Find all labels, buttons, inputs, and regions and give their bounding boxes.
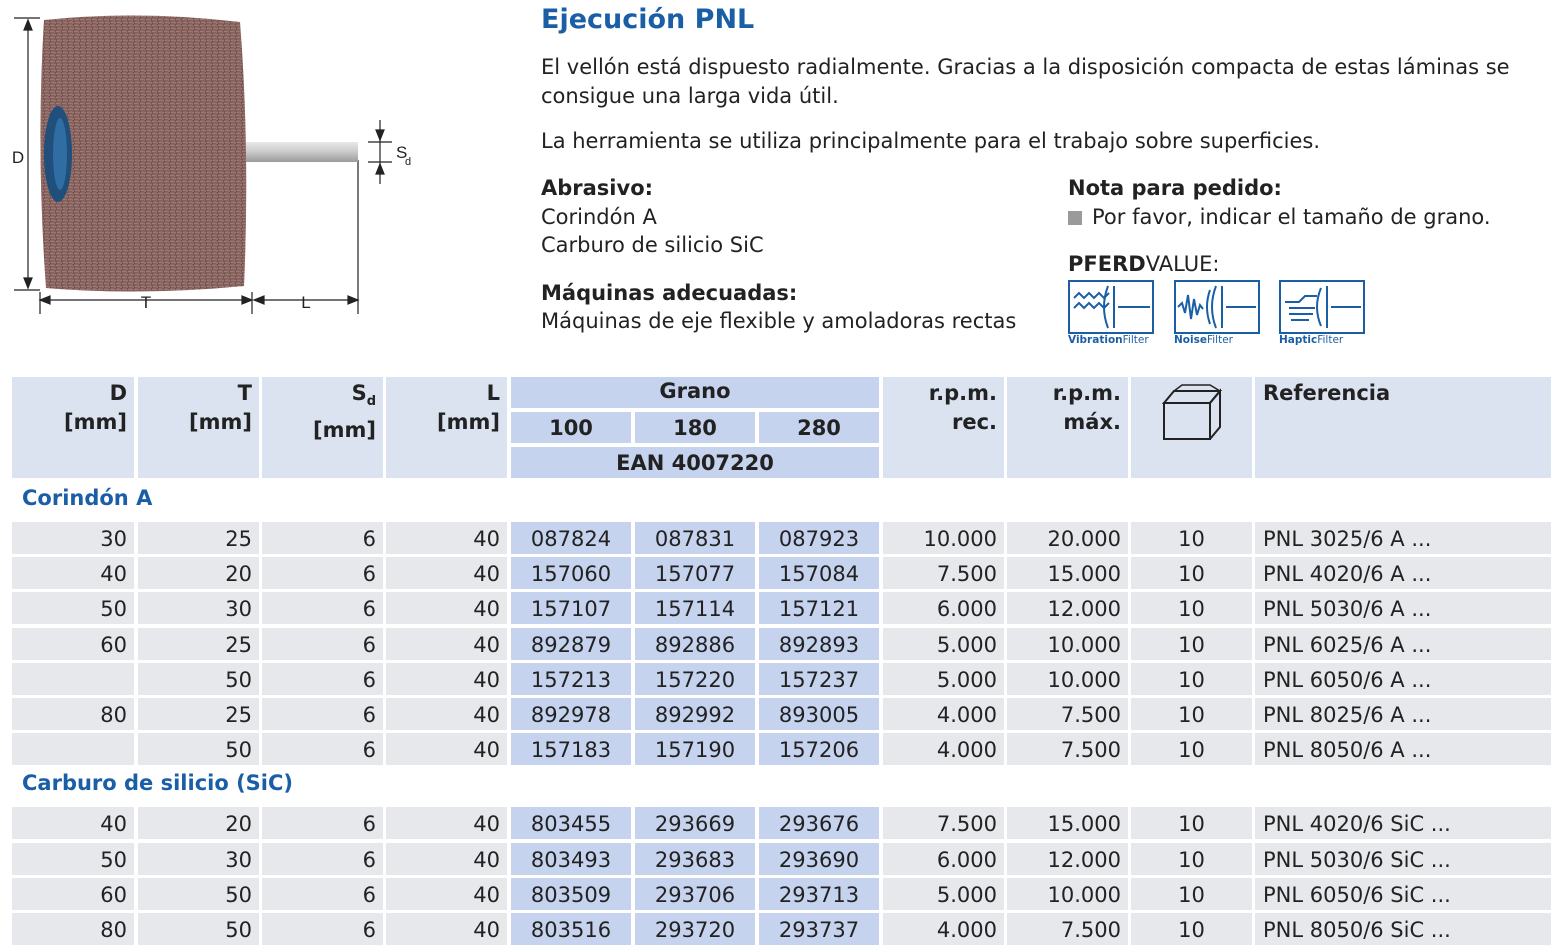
abrasivo-title: Abrasivo: — [541, 176, 654, 200]
cell-max: 10.000 — [1007, 878, 1128, 910]
cell-g180: 293683 — [635, 843, 755, 875]
cell-l: 40 — [386, 878, 507, 910]
cell-g180: 157220 — [635, 663, 755, 695]
cell-g180: 293706 — [635, 878, 755, 910]
maquinas-title: Máquinas adecuadas: — [541, 281, 798, 305]
cell-l: 40 — [386, 592, 507, 624]
cell-t: 50 — [138, 913, 259, 945]
cell-pack: 10 — [1131, 628, 1252, 660]
cell-t: 25 — [138, 698, 259, 730]
cell-max: 12.000 — [1007, 592, 1128, 624]
cell-pack: 10 — [1131, 592, 1252, 624]
cell-sd: 6 — [262, 522, 383, 554]
cell-g180: 892886 — [635, 628, 755, 660]
cell-g280: 293676 — [759, 807, 879, 839]
noise-filter-icon — [1174, 280, 1260, 334]
cell-g280: 157121 — [759, 592, 879, 624]
cell-sd: 6 — [262, 878, 383, 910]
section-title: Carburo de silicio (SiC) — [22, 771, 294, 796]
header-referencia: Referencia — [1255, 377, 1551, 478]
header-grano-280: 280 — [759, 412, 879, 443]
usage-text: La herramienta se utiliza principalmente para el trabajo sobre superficies. — [541, 129, 1320, 153]
cell-g280: 293690 — [759, 843, 879, 875]
dim-label-d: D — [11, 148, 25, 167]
dim-label-sd: S — [396, 143, 408, 162]
cell-t: 25 — [138, 522, 259, 554]
cell-d: 60 — [12, 878, 134, 910]
cell-g180: 157114 — [635, 592, 755, 624]
cell-g100: 803493 — [511, 843, 631, 875]
cell-rec: 7.500 — [883, 807, 1004, 839]
cell-g180: 892992 — [635, 698, 755, 730]
header-l: L [mm] — [386, 377, 507, 478]
cell-t: 50 — [138, 878, 259, 910]
cell-d: 40 — [12, 557, 134, 589]
nota-title: Nota para pedido: — [1068, 176, 1282, 200]
cell-t: 20 — [138, 557, 259, 589]
cell-pack: 10 — [1131, 663, 1252, 695]
cell-max: 7.500 — [1007, 698, 1128, 730]
cell-pack: 10 — [1131, 698, 1252, 730]
cell-max: 20.000 — [1007, 522, 1128, 554]
abrasivo-item-1: Corindón A — [541, 205, 657, 229]
cell-t: 25 — [138, 628, 259, 660]
cell-ref: PNL 8025/6 A ... — [1255, 698, 1551, 730]
cell-max: 10.000 — [1007, 663, 1128, 695]
header-t: T [mm] — [138, 377, 259, 478]
cell-g280: 087923 — [759, 522, 879, 554]
cell-g280: 157237 — [759, 663, 879, 695]
cell-t: 30 — [138, 843, 259, 875]
cell-g100: 803516 — [511, 913, 631, 945]
cell-g280: 892893 — [759, 628, 879, 660]
cell-g100: 157213 — [511, 663, 631, 695]
nota-text-row — [1068, 203, 1491, 232]
cell-g280: 293713 — [759, 878, 879, 910]
vibration-filter-label: VibrationFilter — [1068, 334, 1149, 346]
maquinas-text: Máquinas de eje flexible y amoladoras rectas — [541, 309, 1017, 333]
header-grano-100: 100 — [511, 412, 631, 443]
header-sd: $S_d$ [mm] — [262, 377, 383, 478]
cell-ref: PNL 8050/6 A ... — [1255, 733, 1551, 765]
cell-max: 15.000 — [1007, 807, 1128, 839]
cell-g280: 893005 — [759, 698, 879, 730]
cell-max: 15.000 — [1007, 557, 1128, 589]
cell-pack: 10 — [1131, 878, 1252, 910]
cell-rec: 5.000 — [883, 663, 1004, 695]
dim-label-t: T — [140, 293, 152, 312]
noise-filter-label: NoiseFilter — [1174, 334, 1233, 346]
cell-g180: 087831 — [635, 522, 755, 554]
cell-sd: 6 — [262, 807, 383, 839]
cell-ref: PNL 8050/6 SiC ... — [1255, 913, 1551, 945]
cell-l: 40 — [386, 663, 507, 695]
cell-pack: 10 — [1131, 733, 1252, 765]
cell-l: 40 — [386, 807, 507, 839]
cell-l: 40 — [386, 557, 507, 589]
shaft-image — [246, 142, 358, 162]
dim-label-l: L — [301, 293, 311, 312]
cell-rec: 6.000 — [883, 592, 1004, 624]
cell-sd: 6 — [262, 843, 383, 875]
cell-d: 50 — [12, 843, 134, 875]
cell-rec: 5.000 — [883, 628, 1004, 660]
cell-d: 40 — [12, 807, 134, 839]
cell-g100: 157183 — [511, 733, 631, 765]
package-box-icon — [1160, 383, 1224, 443]
dim-label-sd-sub: d — [405, 156, 412, 168]
pferd-brand: PFERD — [1068, 252, 1146, 276]
nota-text: Por favor, indicar el tamaño de grano. — [1092, 205, 1491, 229]
cell-g100: 892879 — [511, 628, 631, 660]
cell-max: 7.500 — [1007, 733, 1128, 765]
cell-max: 12.000 — [1007, 843, 1128, 875]
cell-g180: 157190 — [635, 733, 755, 765]
cell-rec: 7.500 — [883, 557, 1004, 589]
cell-rec: 4.000 — [883, 733, 1004, 765]
cell-pack: 10 — [1131, 843, 1252, 875]
cell-g100: 157060 — [511, 557, 631, 589]
header-ean: EAN 4007220 — [511, 447, 879, 478]
cell-pack: 10 — [1131, 913, 1252, 945]
cell-rec: 4.000 — [883, 698, 1004, 730]
cell-l: 40 — [386, 522, 507, 554]
cell-l: 40 — [386, 733, 507, 765]
pferd-value-label — [1068, 252, 1219, 276]
cell-sd: 6 — [262, 557, 383, 589]
cell-sd: 6 — [262, 592, 383, 624]
cell-g100: 803509 — [511, 878, 631, 910]
cell-d: 80 — [12, 913, 134, 945]
cell-ref: PNL 4020/6 SiC ... — [1255, 807, 1551, 839]
haptic-filter-icon — [1279, 280, 1365, 334]
cell-ref: PNL 6025/6 A ... — [1255, 628, 1551, 660]
cell-ref: PNL 6050/6 SiC ... — [1255, 878, 1551, 910]
cell-ref: PNL 5030/6 A ... — [1255, 592, 1551, 624]
section-title: Corindón A — [22, 486, 153, 510]
page-title: Ejecución PNL — [541, 4, 755, 35]
cell-g180: 293720 — [635, 913, 755, 945]
cell-l: 40 — [386, 628, 507, 660]
cell-g280: 157084 — [759, 557, 879, 589]
cell-ref: PNL 3025/6 A ... — [1255, 522, 1551, 554]
cell-t: 50 — [138, 733, 259, 765]
cell-sd: 6 — [262, 663, 383, 695]
cell-g100: 892978 — [511, 698, 631, 730]
cell-sd: 6 — [262, 628, 383, 660]
cell-ref: PNL 6050/6 A ... — [1255, 663, 1551, 695]
cell-g100: 157107 — [511, 592, 631, 624]
header-package — [1131, 377, 1252, 478]
cell-g100: 087824 — [511, 522, 631, 554]
description-line-2: consigue una larga vida útil. — [541, 84, 839, 108]
cell-ref: PNL 5030/6 SiC ... — [1255, 843, 1551, 875]
product-dimension-figure — [0, 0, 412, 330]
fleece-wheel-image — [40, 15, 246, 291]
pferd-value: VALUE: — [1145, 252, 1220, 276]
header-d: D [mm] — [12, 377, 134, 478]
cell-d — [12, 733, 134, 765]
cell-rec: 4.000 — [883, 913, 1004, 945]
cell-pack: 10 — [1131, 807, 1252, 839]
cell-t: 30 — [138, 592, 259, 624]
cell-g280: 293737 — [759, 913, 879, 945]
cell-ref: PNL 4020/6 A ... — [1255, 557, 1551, 589]
cell-rec: 10.000 — [883, 522, 1004, 554]
cell-pack: 10 — [1131, 522, 1252, 554]
cell-d: 60 — [12, 628, 134, 660]
cell-d — [12, 663, 134, 695]
cell-g180: 157077 — [635, 557, 755, 589]
cell-t: 20 — [138, 807, 259, 839]
header-rpm-max: r.p.m. máx. — [1007, 377, 1128, 478]
cell-g280: 157206 — [759, 733, 879, 765]
gray-square-icon — [1068, 211, 1082, 225]
cell-sd: 6 — [262, 698, 383, 730]
cell-l: 40 — [386, 698, 507, 730]
header-grano-180: 180 — [635, 412, 755, 443]
cell-max: 7.500 — [1007, 913, 1128, 945]
description-line-1: El vellón está dispuesto radialmente. Gracias a la disposición compacta de estas láminas se — [541, 55, 1510, 79]
cell-l: 40 — [386, 913, 507, 945]
cell-rec: 6.000 — [883, 843, 1004, 875]
cell-d: 80 — [12, 698, 134, 730]
cell-l: 40 — [386, 843, 507, 875]
header-grano: Grano — [511, 377, 879, 408]
cell-sd: 6 — [262, 733, 383, 765]
cell-g180: 293669 — [635, 807, 755, 839]
abrasivo-item-2: Carburo de silicio SiC — [541, 233, 764, 257]
cell-max: 10.000 — [1007, 628, 1128, 660]
vibration-filter-icon — [1068, 280, 1154, 334]
cell-rec: 5.000 — [883, 878, 1004, 910]
header-rpm-rec: r.p.m. rec. — [883, 377, 1004, 478]
cell-d: 30 — [12, 522, 134, 554]
cell-sd: 6 — [262, 913, 383, 945]
cell-g100: 803455 — [511, 807, 631, 839]
cell-t: 50 — [138, 663, 259, 695]
cell-d: 50 — [12, 592, 134, 624]
cell-pack: 10 — [1131, 557, 1252, 589]
haptic-filter-label: HapticFilter — [1279, 334, 1344, 346]
